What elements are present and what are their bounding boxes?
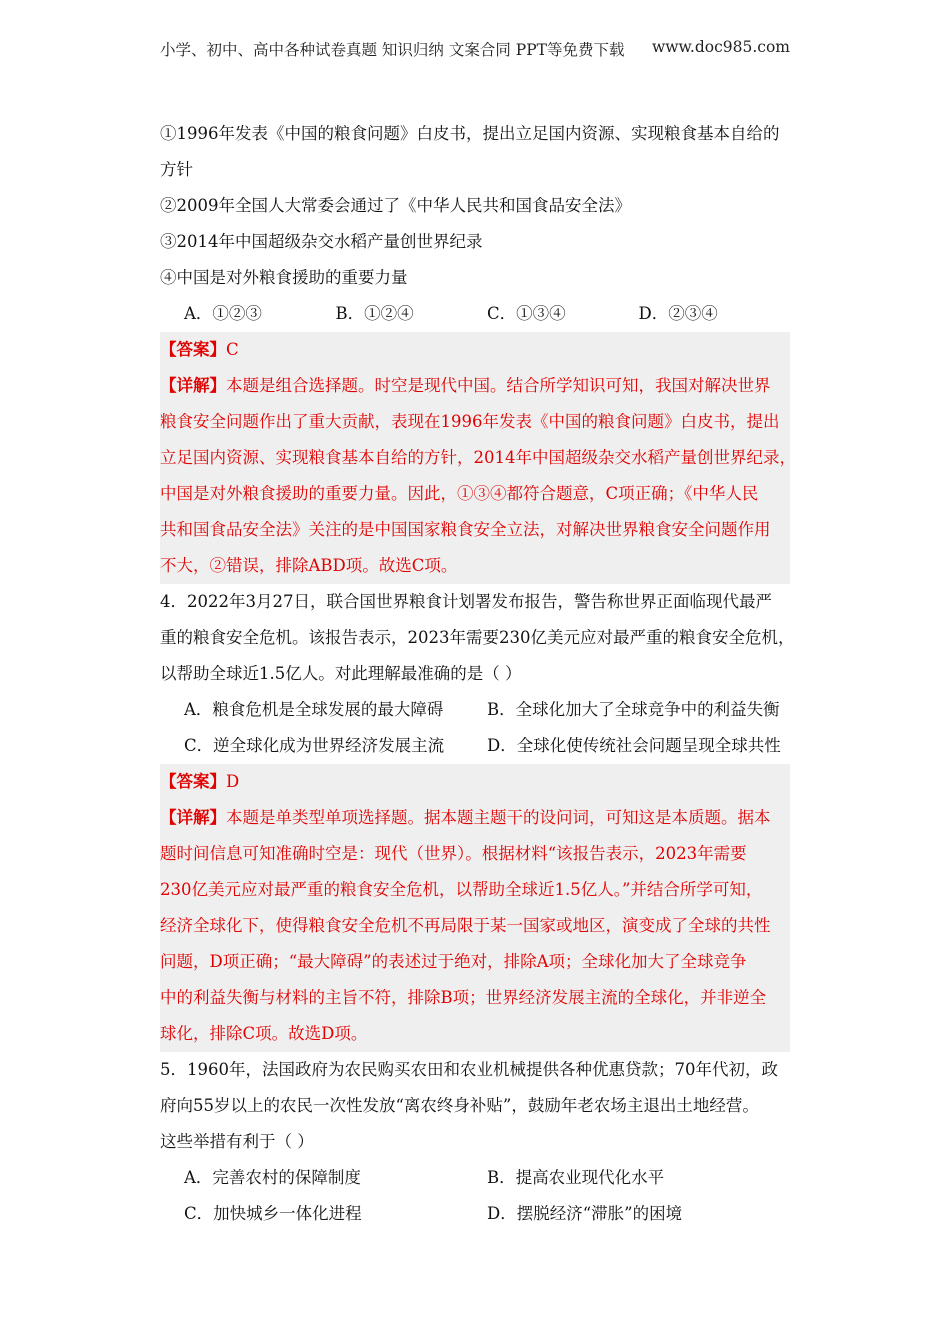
q5-option-b: B．提高农业现代化水平: [487, 1168, 665, 1187]
q3-detail-line: 立足国内资源、实现粮食基本自给的方针，2014年中国超级杂交水稻产量创世界纪录，: [160, 448, 796, 467]
page-header: [160, 38, 790, 60]
q4-option-a: A．粮食危机是全球发展的最大障碍: [184, 700, 444, 719]
answer-value: D: [226, 772, 240, 791]
q3-item-1-cont: 方针: [160, 160, 193, 179]
answer-tag: 【答案】: [160, 340, 226, 359]
q3-item-1: ①1996年发表《中国的粮食问题》白皮书，提出立足国内资源、实现粮食基本自给的: [160, 124, 780, 143]
header-text: 小学、初中、高中各种试卷真题 知识归纳 文案合同 PPT等免费下载: [160, 41, 625, 59]
q4-option-d: D．全球化使传统社会问题呈现全球共性: [487, 736, 781, 755]
detail-text: 本题是组合选择题。时空是现代中国。结合所学知识可知，我国对解决世界: [226, 376, 771, 395]
q4-detail-line: 题时间信息可知准确时空是：现代（世界）。根据材料“该报告表示，2023年需要: [160, 844, 747, 863]
q3-detail-line: 中国是对外粮食援助的重要力量。因此，①③④都符合题意，C项正确；《中华人民: [160, 484, 759, 503]
q4-answer-block: [160, 764, 790, 1052]
q4-option-b: B．全球化加大了全球竞争中的利益失衡: [487, 700, 780, 719]
q3-option-b: B．①②④: [335, 304, 414, 323]
q4-detail-line: 球化，排除C项。故选D项。: [160, 1024, 368, 1043]
q3-option-d: D．②③④: [638, 304, 718, 323]
q4-stem-line: 以帮助全球近1.5亿人。对此理解最准确的是（ ）: [160, 664, 522, 683]
detail-tag: 【详解】: [160, 376, 226, 395]
q5-options-row-2: [160, 1196, 790, 1232]
q3-item-2: ②2009年全国人大常委会通过了《中华人民共和国食品安全法》: [160, 196, 631, 215]
q5-option-d: D．摆脱经济“滞胀”的困境: [487, 1204, 683, 1223]
q5-stem-line: 府向55岁以上的农民一次性发放“离农终身补贴”，鼓励年老农场主退出土地经营。: [160, 1096, 759, 1115]
q5-stem-line: 5．1960年，法国政府为农民购买农田和农业机械提供各种优惠贷款；70年代初，政: [160, 1060, 778, 1079]
answer-tag: 【答案】: [160, 772, 226, 791]
q4-options-row-2: [160, 728, 790, 764]
q3-option-c: C．①③④: [487, 304, 566, 323]
q3-options: [160, 296, 790, 332]
header-website: www.doc985.com: [651, 38, 790, 56]
q5-stem-line: 这些举措有利于（ ）: [160, 1132, 314, 1151]
question-3-items: [160, 116, 790, 296]
answer-value: C: [226, 340, 239, 359]
document-body: [160, 116, 796, 1232]
question-5-stem: [160, 1052, 790, 1160]
q3-item-3: ③2014年中国超级杂交水稻产量创世界纪录: [160, 232, 483, 251]
q4-options-row-1: [160, 692, 790, 728]
q4-option-c: C．逆全球化成为世界经济发展主流: [184, 736, 445, 755]
q3-detail-line: 共和国食品安全法》关注的是中国国家粮食安全立法，对解决世界粮食安全问题作用: [160, 520, 771, 539]
q3-answer-block: [160, 332, 796, 584]
q4-detail-line: [160, 800, 790, 836]
question-4-stem: [160, 584, 795, 692]
q3-detail-line: 不大，②错误，排除ABD项。故选C项。: [160, 556, 458, 575]
q5-options-row-1: [160, 1160, 790, 1196]
detail-text: 本题是单类型单项选择题。据本题主题干的设问词，可知这是本质题。据本: [226, 808, 771, 827]
q4-stem-line: 重的粮食安全危机。该报告表示，2023年需要230亿美元应对最严重的粮食安全危机，: [160, 628, 795, 647]
detail-tag: 【详解】: [160, 808, 226, 827]
q5-option-c: C．加快城乡一体化进程: [184, 1204, 362, 1223]
q4-detail-line: 230亿美元应对最严重的粮食安全危机，以帮助全球近1.5亿人。”并结合所学可知，: [160, 880, 763, 899]
q3-answer: [160, 332, 790, 368]
q4-detail-line: 问题，D项正确；“最大障碍”的表述过于绝对，排除A项；全球化加大了全球竞争: [160, 952, 747, 971]
q5-option-a: A．完善农村的保障制度: [184, 1168, 361, 1187]
q4-answer: [160, 764, 790, 800]
q3-item-4: ④中国是对外粮食援助的重要力量: [160, 268, 408, 287]
q3-detail-line: 粮食安全问题作出了重大贡献，表现在1996年发表《中国的粮食问题》白皮书，提出: [160, 412, 780, 431]
q3-option-a: A．①②③: [184, 304, 262, 323]
q4-stem-line: 4．2022年3月27日，联合国世界粮食计划署发布报告，警告称世界正面临现代最严: [160, 592, 772, 611]
q4-detail-line: 中的利益失衡与材料的主旨不符，排除B项；世界经济发展主流的全球化，并非逆全: [160, 988, 767, 1007]
q4-detail-line: 经济全球化下，使得粮食安全危机不再局限于某一国家或地区，演变成了全球的共性: [160, 916, 771, 935]
q3-detail-line: [160, 368, 790, 404]
